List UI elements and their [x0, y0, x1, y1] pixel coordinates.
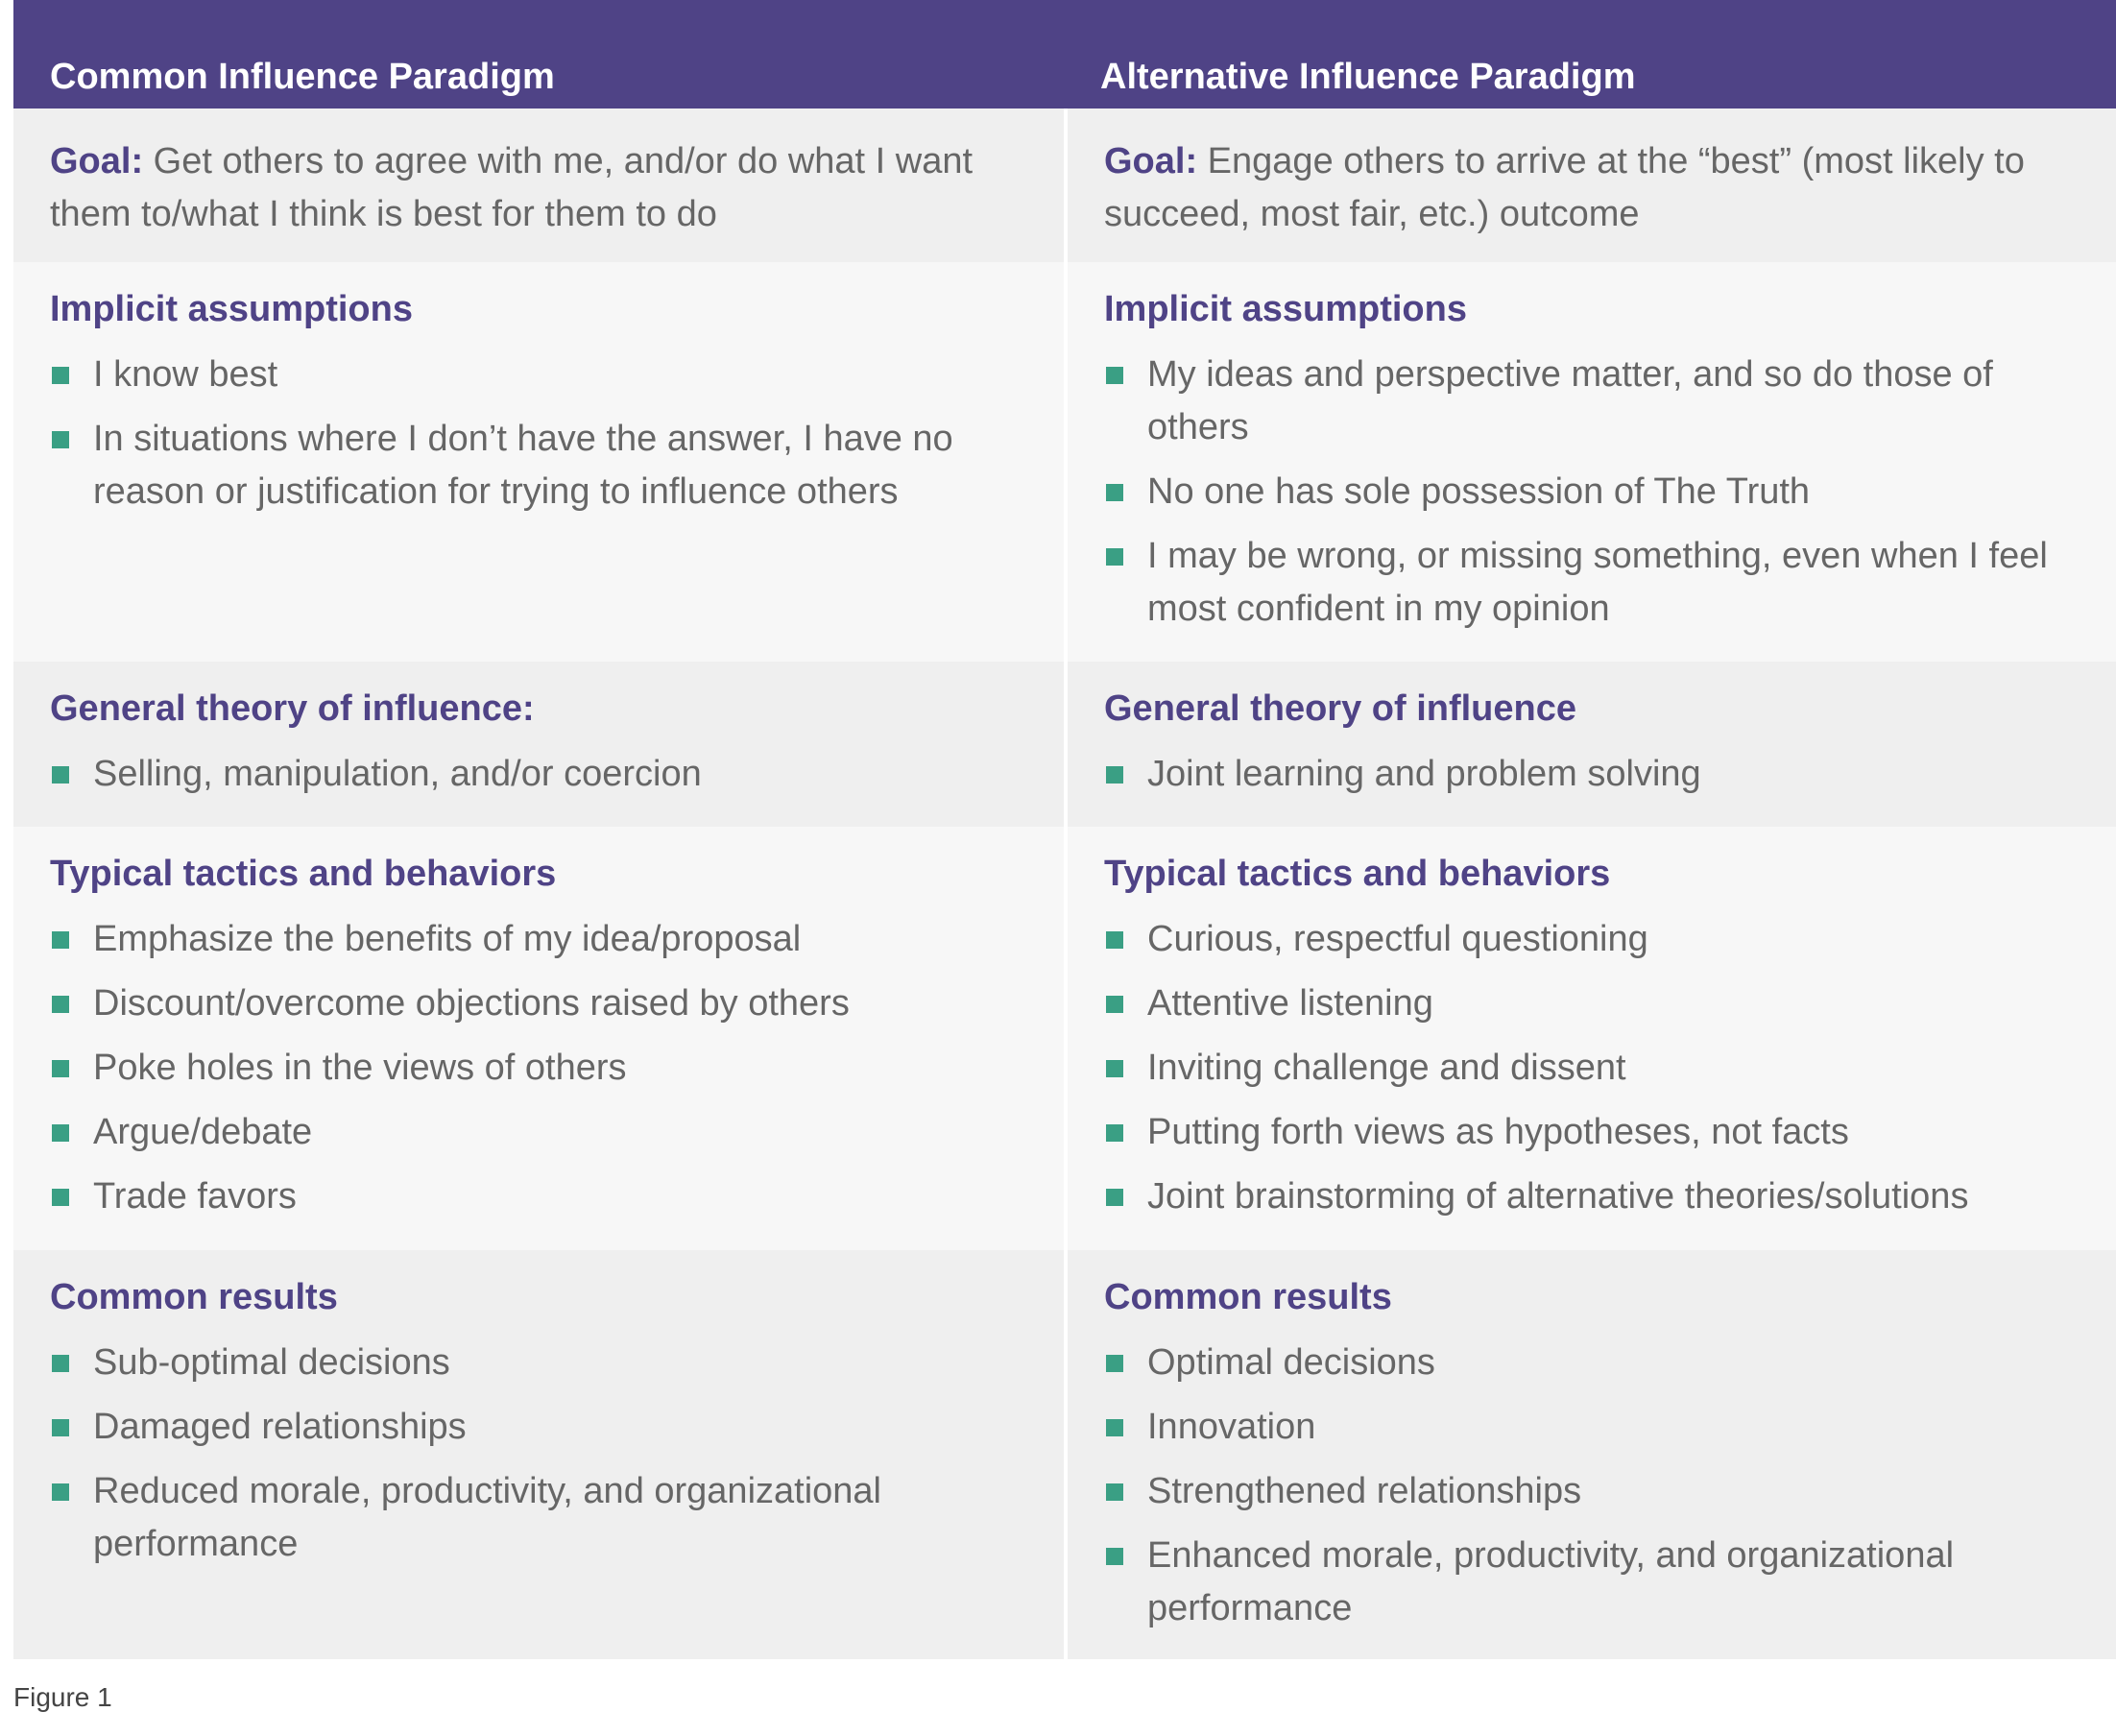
bullet-square-icon	[52, 1124, 69, 1142]
goal-row	[13, 108, 2116, 262]
bullet-list	[1104, 913, 2078, 1223]
list-item: Enhanced morale, productivity, and organizational performance	[1104, 1530, 2078, 1635]
theory-cell-right	[1064, 662, 2116, 827]
list-item: Curious, respectful questioning	[1104, 913, 2078, 966]
section-title: Common results	[50, 1277, 338, 1317]
bullet-list	[1104, 349, 2078, 636]
theory-row	[13, 662, 2116, 827]
goal-text-left: Goal: Get others to agree with me, and/or do what I want them to/what I think is best for them to do	[50, 141, 974, 234]
list-item: Discount/overcome objections raised by others	[50, 977, 1025, 1030]
bullet-square-icon	[1106, 1124, 1123, 1142]
goal-label: Goal:	[50, 141, 144, 181]
goal-cell-left	[13, 108, 1064, 262]
list-item: Optimal decisions	[1104, 1337, 2078, 1389]
section-title: Common results	[1104, 1277, 1392, 1317]
bullet-square-icon	[1106, 1483, 1123, 1501]
goal-cell-right	[1064, 108, 2116, 262]
list-item: No one has sole possession of The Truth	[1104, 466, 2078, 518]
header-common-paradigm: Common Influence Paradigm	[50, 57, 555, 97]
bullet-square-icon	[52, 931, 69, 949]
bullet-square-icon	[52, 1355, 69, 1372]
tactics-row	[13, 827, 2116, 1250]
results-cell-left	[13, 1250, 1064, 1659]
theory-cell-left	[13, 662, 1064, 827]
bullet-square-icon	[52, 1419, 69, 1436]
header-alternative-paradigm: Alternative Influence Paradigm	[1100, 57, 1636, 97]
bullet-square-icon	[1106, 367, 1123, 384]
bullet-square-icon	[1106, 484, 1123, 501]
section-title: General theory of influence	[1104, 688, 1576, 729]
bullet-square-icon	[52, 431, 69, 448]
bullet-square-icon	[1106, 996, 1123, 1013]
list-item: Joint learning and problem solving	[1104, 748, 2078, 801]
bullet-square-icon	[1106, 548, 1123, 566]
bullet-square-icon	[1106, 1355, 1123, 1372]
bullet-list	[1104, 1337, 2078, 1635]
bullet-square-icon	[52, 1483, 69, 1501]
bullet-square-icon	[1106, 1419, 1123, 1436]
goal-label: Goal:	[1104, 141, 1198, 181]
bullet-square-icon	[1106, 766, 1123, 784]
list-item: My ideas and perspective matter, and so do those of others	[1104, 349, 2078, 454]
list-item: Joint brainstorming of alternative theories/solutions	[1104, 1170, 2078, 1223]
bullet-square-icon	[52, 996, 69, 1013]
bullet-square-icon	[52, 367, 69, 384]
list-item: Putting forth views as hypotheses, not facts	[1104, 1106, 2078, 1159]
bullet-list	[50, 748, 1025, 801]
bullet-square-icon	[52, 766, 69, 784]
goal-text-right: Goal: Engage others to arrive at the “best” (most likely to succeed, most fair, etc.) outcome	[1104, 141, 2025, 234]
bullet-list	[1104, 748, 2078, 801]
bullet-square-icon	[1106, 1548, 1123, 1565]
section-title: Implicit assumptions	[50, 289, 413, 329]
list-item: Trade favors	[50, 1170, 1025, 1223]
assumptions-cell-right	[1064, 262, 2116, 662]
section-title: General theory of influence:	[50, 688, 535, 729]
list-item: Sub-optimal decisions	[50, 1337, 1025, 1389]
list-item: Emphasize the benefits of my idea/proposal	[50, 913, 1025, 966]
list-item: I may be wrong, or missing something, even when I feel most confident in my opinion	[1104, 530, 2078, 636]
list-item: Selling, manipulation, and/or coercion	[50, 748, 1025, 801]
section-title: Implicit assumptions	[1104, 289, 1467, 329]
bullet-square-icon	[52, 1189, 69, 1206]
table-header	[13, 0, 2116, 108]
bullet-square-icon	[1106, 1189, 1123, 1206]
list-item: Inviting challenge and dissent	[1104, 1042, 2078, 1095]
bullet-square-icon	[1106, 1060, 1123, 1077]
bullet-list	[50, 1337, 1025, 1571]
bullet-list	[50, 349, 1025, 518]
list-item: In situations where I don’t have the answer, I have no reason or justification for trying to influence others	[50, 413, 1025, 518]
comparison-table	[13, 0, 2116, 1659]
list-item: Strengthened relationships	[1104, 1465, 2078, 1518]
list-item: Innovation	[1104, 1401, 2078, 1454]
tactics-cell-left	[13, 827, 1064, 1250]
list-item: Attentive listening	[1104, 977, 2078, 1030]
list-item: Argue/debate	[50, 1106, 1025, 1159]
list-item: Damaged relationships	[50, 1401, 1025, 1454]
tactics-cell-right	[1064, 827, 2116, 1250]
list-item: I know best	[50, 349, 1025, 401]
section-title: Typical tactics and behaviors	[50, 854, 557, 894]
results-cell-right	[1064, 1250, 2116, 1659]
results-row	[13, 1250, 2116, 1659]
list-item: Reduced morale, productivity, and organizational performance	[50, 1465, 1025, 1571]
bullet-square-icon	[52, 1060, 69, 1077]
bullet-list	[50, 913, 1025, 1223]
figure-caption: Figure 1	[13, 1682, 112, 1712]
bullet-square-icon	[1106, 931, 1123, 949]
assumptions-row	[13, 262, 2116, 662]
list-item: Poke holes in the views of others	[50, 1042, 1025, 1095]
assumptions-cell-left	[13, 262, 1064, 662]
section-title: Typical tactics and behaviors	[1104, 854, 1611, 894]
